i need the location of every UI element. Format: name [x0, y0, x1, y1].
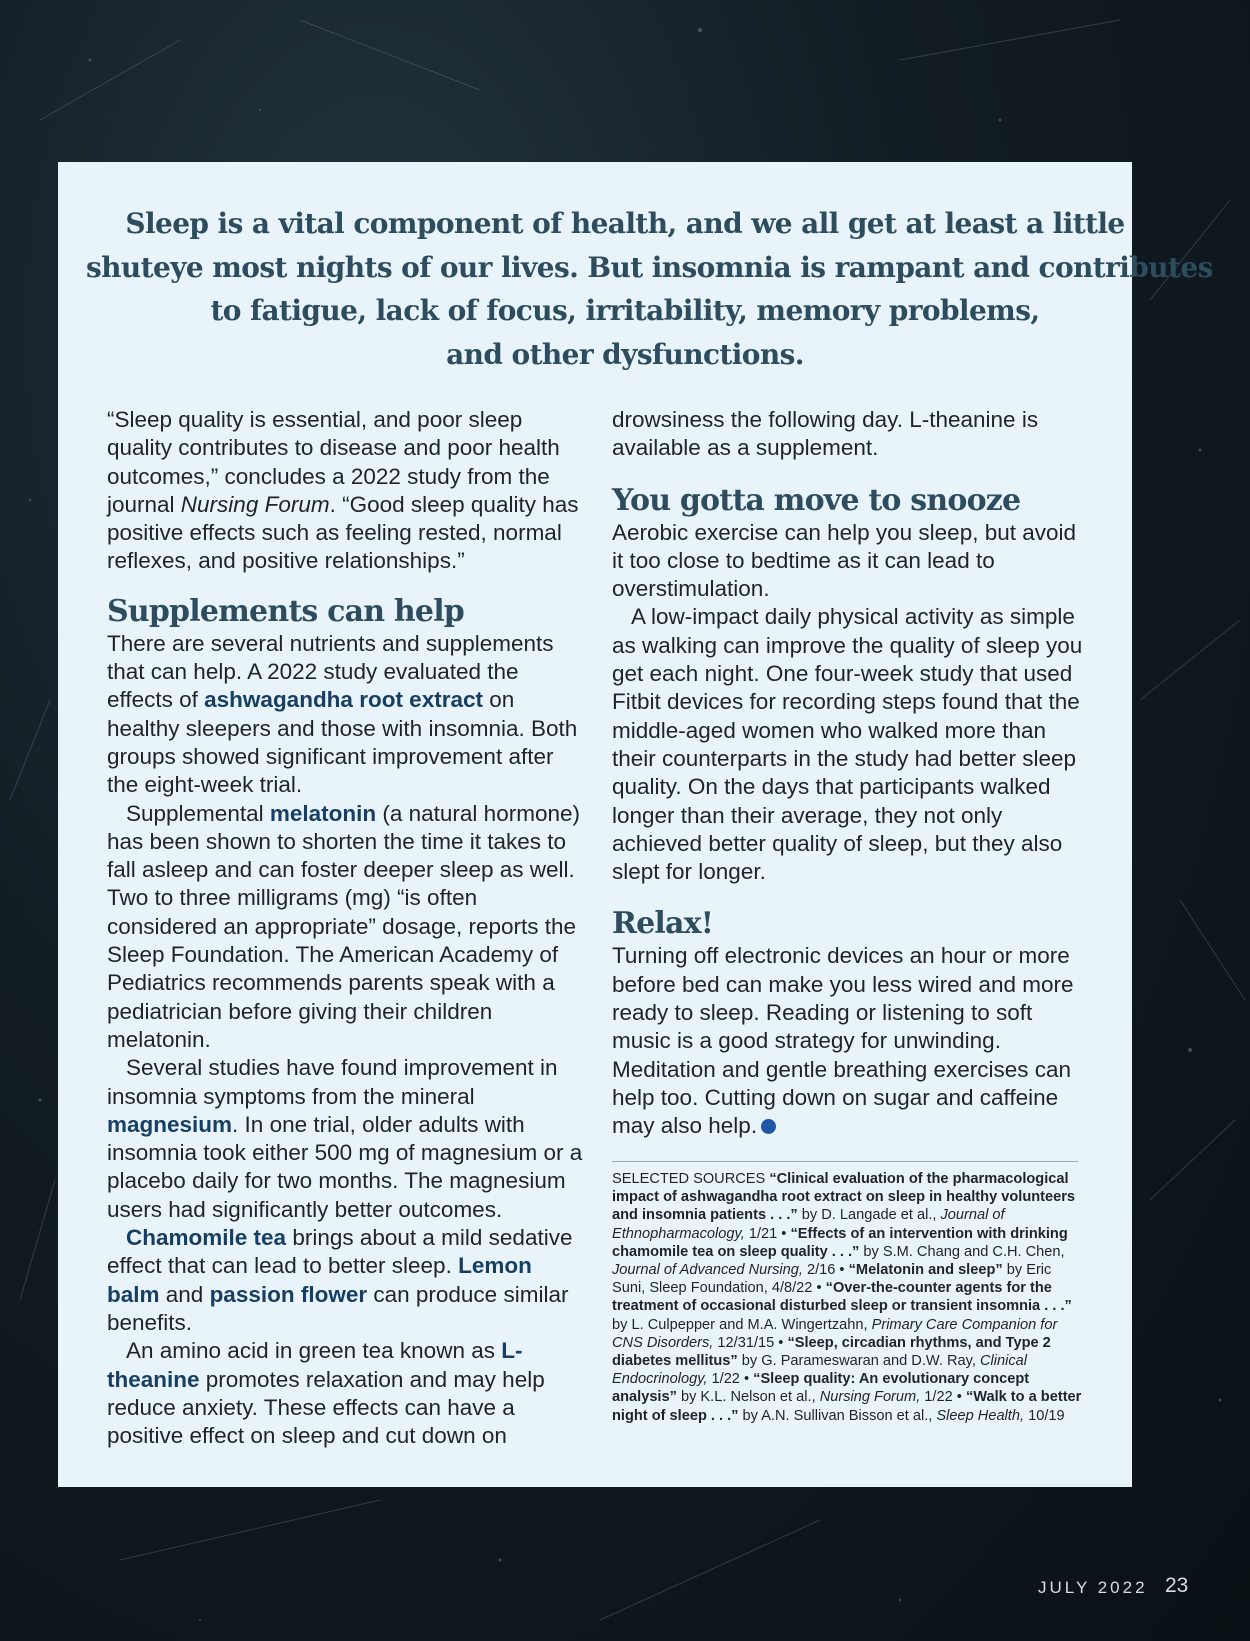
issue-date: JULY 2022: [1038, 1578, 1148, 1597]
heading-supplements: Supplements can help: [107, 593, 464, 629]
paragraph-ashwagandha: There are several nutrients and supplements that can help. A 2022 study evaluated the effects of ashwagandha root extract on healthy sleepers and those with insomnia. Both groups showed significant improvement after the eight-week trial.: [107, 630, 578, 798]
journal-name: Nursing Forum: [180, 491, 330, 517]
paragraph-relax: Turning off electronic devices an hour or more before bed can make you less wired and more ready to sleep. Reading or listening to soft music is a good strategy for unwinding. Meditation and gentle breathing exercises can help too. Cutting down on sugar and caffeine may also help.: [612, 943, 1074, 1139]
lede-line: to fatigue, lack of focus, irritability, memory problems,: [210, 294, 1040, 327]
highlight-term: ashwagandha root extract: [204, 687, 483, 713]
end-mark-icon: [761, 1119, 776, 1134]
opening-quote: “Sleep quality is essential, and poor sleep quality contributes to disease and poor health outcomes,” concludes a 2022 study from the journal Nursing Forum. “Good sleep quality has positive effects such as feeling rested, normal reflexes, and positive relationships.”: [107, 407, 579, 574]
heading-move: You gotta move to snooze: [612, 482, 1021, 518]
selected-sources: SELECTED SOURCES “Clinical evaluation of the pharmacological impact of ashwagandha root extract on sleep in healthy volunteers and insomnia patients . . .” by D. Langade et al., Journal of Ethnopharmacology, 1/21 • “Effects of an intervention with drinking chamomile tea on sleep quality . . .” by S.M. Chang and C.H. Chen, Journal of Advanced Nursing, 2/16 • “Melatonin and sleep” by Eric Suni, Sleep Foundation, 4/8/22 • “Over-the-counter agents for the treatment of occasional disturbed sleep or transient insomnia . . .” by L. Culpepper and M.A. Wingertzahn, Primary Care Companion for CNS Disorders, 12/31/15 • “Sleep, circadian rhythms, and Type 2 diabetes mellitus” by G. Parameswaran and D.W. Ray, Clinical Endocrinology, 1/22 • “Sleep quality: An evolutionary concept analysis” by K.L. Nelson et al., Nursing Forum, 1/22 • “Walk to a better night of sleep . . .” by A.N. Sullivan Bisson et al., Sleep Health, 10/19: [612, 1171, 1082, 1424]
paragraph-theanine: An amino acid in green tea known as L-theanine promotes relaxation and may help reduce anxiety. These effects can have a positive effect on sleep and cut down on: [107, 1338, 545, 1449]
highlight-term: Chamomile tea: [126, 1225, 287, 1251]
paragraph-continued: drowsiness the following day. L-theanine is available as a supplement.: [612, 407, 1039, 461]
highlight-term: melatonin: [269, 800, 377, 826]
lede-line: and other dysfunctions.: [446, 337, 804, 371]
sources-label: SELECTED SOURCES: [612, 1171, 770, 1187]
sources-divider: [612, 1161, 1078, 1162]
paragraph-chamomile: Chamomile tea brings about a mild sedative effect that can lead to better sleep. Lemon balm and passion flower can produce similar benefits.: [107, 1225, 573, 1335]
right-column: [612, 406, 1087, 1141]
paragraph-walking: A low-impact daily physical activity as simple as walking can improve the quality of sleep you get each night. One four-week study that used Fitbit devices for recording steps found that the middle-aged women who walked more than their counterparts in the study had better sleep quality. On the days that participants walked longer than their average, they not only achieved better quality of sleep, but they also slept for longer.: [612, 604, 1083, 885]
highlight-term: magnesium: [107, 1111, 233, 1137]
lede-line: shuteye most nights of our lives. But insomnia is rampant and contributes: [86, 250, 1213, 284]
paragraph-melatonin: Supplemental melatonin (a natural hormone) has been shown to shorten the time it takes to fall asleep and can foster deeper sleep as well. Two to three milligrams (mg) “is often considered an appropriate” dosage, reports the Sleep Foundation. The American Academy of Pediatrics recommends parents speak with a pediatrician before giving their children melatonin.: [107, 800, 580, 1052]
page-number: 23: [1165, 1574, 1189, 1597]
highlight-term: L-theanine: [107, 1338, 523, 1392]
paragraph-aerobic: Aerobic exercise can help you sleep, but avoid it too close to bedtime as it can lead to overstimulation.: [612, 519, 1077, 602]
heading-relax: Relax!: [612, 906, 714, 942]
paragraph-magnesium: Several studies have found improvement in insomnia symptoms from the mineral magnesium. In one trial, older adults with insomnia took either 500 mg of magnesium or a placebo daily for two months. The magnesium users had significantly better outcomes.: [107, 1055, 583, 1222]
lede-line: Sleep is a vital component of health, and we all get at least a little: [125, 207, 1125, 240]
left-column: [107, 406, 589, 1450]
highlight-term: passion flower: [209, 1281, 368, 1307]
intro-lede: [86, 202, 1213, 376]
highlight-term: Lemon balm: [107, 1253, 532, 1307]
